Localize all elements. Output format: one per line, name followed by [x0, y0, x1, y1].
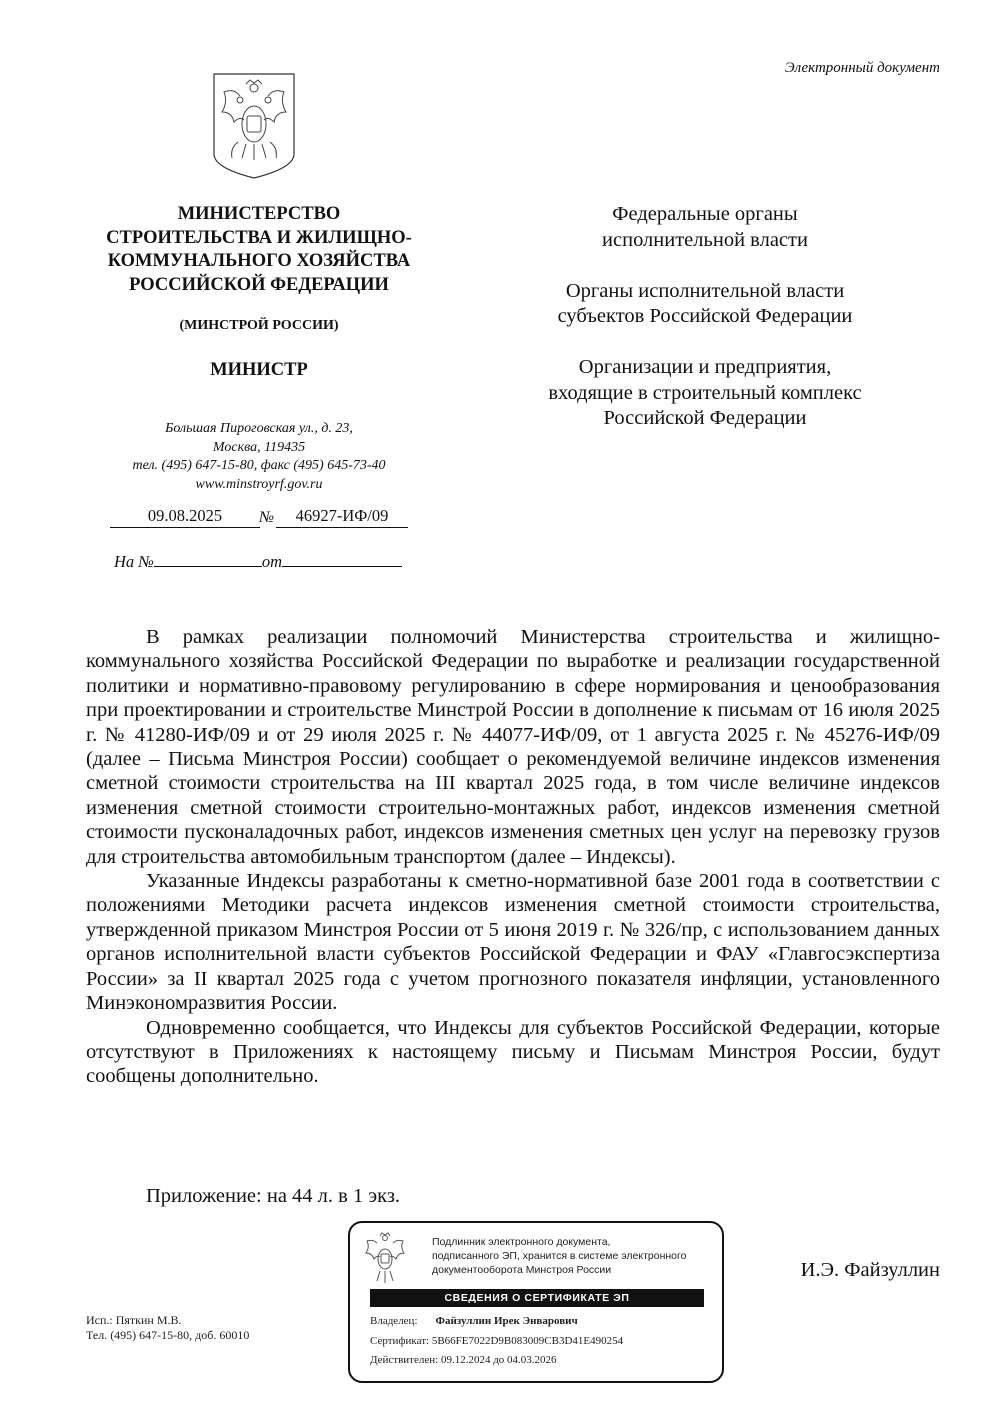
ministry-name-line: СТРОИТЕЛЬСТВА И ЖИЛИЩНО- — [106, 227, 412, 248]
registration-number: 46927-ИФ/09 — [276, 506, 408, 528]
addressee-group — [470, 355, 940, 432]
ministry-name-line: КОММУНАЛЬНОГО ХОЗЯЙСТВА — [107, 251, 411, 271]
certificate-owner — [370, 1315, 578, 1327]
number-sign: № — [259, 509, 275, 526]
coat-of-arms-icon — [210, 72, 298, 180]
executor-phone: Тел. (495) 647-15-80, доб. 60010 — [86, 1328, 250, 1342]
reference-line — [114, 552, 402, 572]
valid-value: 09.12.2024 до 04.03.2026 — [440, 1354, 557, 1366]
owner-name: Файзуллин Ирек Энварович — [435, 1315, 578, 1327]
stamp-notice — [432, 1235, 722, 1277]
letter-body — [86, 625, 940, 1089]
ministry-name — [70, 203, 448, 297]
electronic-document-label: Электронный документ — [784, 60, 940, 76]
body-paragraph: Указанные Индексы разработаны к сметно-нормативной базе 2001 года в соответствии с положениями Методики расчета индексов изменения сметной стоимости строительства, утвержденной приказом Минстроя России от 5 июня 2019 г. № 326/пр, с использованием данных органов исполнительной власти субъектов Российской Федерации и ФАУ «Главгосэкспертиза России» за II квартал 2025 года с учетом прогнозного показателя инфляции, установленного Минэкономразвития России. — [86, 870, 940, 1015]
stamp-notice-line: подписанного ЭП, хранится в системе электронного — [432, 1250, 687, 1262]
addressees — [470, 202, 940, 457]
reference-number-blank — [154, 552, 262, 567]
body-paragraph: Одновременно сообщается, что Индексы для субъектов Российской Федерации, которые отсутствуют в Приложениях к настоящему письму и Письмам Минстроя России, будут сообщены дополнительно. — [86, 1016, 940, 1088]
owner-label: Владелец: — [370, 1315, 418, 1327]
certificate-serial — [370, 1335, 623, 1347]
addressee-line: Организации и предприятия, — [578, 356, 832, 378]
signer-name: И.Э. Файзуллин — [800, 1259, 940, 1281]
stamp-notice-line: документооборота Минстроя России — [432, 1264, 612, 1276]
executor-info — [86, 1313, 249, 1343]
address-line: Москва, 119435 — [212, 439, 306, 455]
certificate-validity — [370, 1354, 557, 1366]
reference-from: от — [261, 552, 283, 571]
executor-name: Исп.: Пяткин М.В. — [86, 1313, 182, 1327]
attachment-note: Приложение: на 44 л. в 1 экз. — [146, 1185, 401, 1207]
address-line: Большая Пироговская ул., д. 23, — [165, 421, 353, 436]
addressee-line: входящие в строительный комплекс — [548, 381, 862, 404]
certificate-header-bar: СВЕДЕНИЯ О СЕРТИФИКАТЕ ЭП — [370, 1289, 704, 1307]
reference-date-blank — [282, 552, 402, 567]
website-link[interactable]: www.minstroyrf.gov.ru — [195, 476, 323, 492]
ministry-name-line: РОССИЙСКОЙ ФЕДЕРАЦИИ — [129, 274, 389, 295]
ministry-short-name: (МИНСТРОЙ РОССИИ) — [179, 318, 339, 333]
addressee-group — [470, 279, 940, 330]
valid-label: Действителен: — [370, 1354, 439, 1366]
addressee-line: Органы исполнительной власти — [565, 279, 845, 302]
ministry-address — [70, 420, 448, 494]
addressee-line: Федеральные органы — [612, 203, 798, 225]
addressee-line: субъектов Российской Федерации — [557, 305, 853, 327]
position-title: МИНИСТР — [210, 360, 308, 380]
ministry-name-line: МИНИСТЕРСТВО — [177, 204, 341, 224]
address-line: тел. (495) 647-15-80, факс (495) 645-73-40 — [132, 458, 386, 473]
registration-date: 09.08.2025 — [110, 506, 260, 528]
coat-of-arms-icon — [362, 1231, 408, 1287]
addressee-line: Российской Федерации — [603, 407, 807, 429]
addressee-group — [470, 202, 940, 253]
certificate-value: 5B66FE7022D9B083009CB3D41E490254 — [431, 1335, 624, 1347]
certificate-label: Сертификат: — [370, 1335, 430, 1347]
signature-stamp — [348, 1221, 724, 1383]
addressee-line: исполнительной власти — [602, 228, 808, 251]
stamp-notice-line: Подлинник электронного документа, — [432, 1236, 611, 1248]
reference-prefix: На № — [114, 552, 154, 571]
body-paragraph: В рамках реализации полномочий Министерства строительства и жилищно-коммунального хозяйства Российской Федерации по выработке и реализации государственной политики и нормативно-правовому регулированию в сфере нормирования и ценообразования при проектировании и строительстве Минстрой России в дополнение к письмам от 16 июля 2025 г. № 41280-ИФ/09 и от 29 июля 2025 г. № 44077-ИФ/09, от 1 августа 2025 г. № 45276-ИФ/09 (далее – Письма Минстроя России) сообщает о рекомендуемой величине индексов изменения сметной стоимости строительства на III квартал 2025 года, в том числе величине индексов изменения сметной стоимости строительно-монтажных работ, индексов изменения сметной стоимости пусконаладочных работ, индексов изменения сметных цен услуг на перевозку грузов для строительства автомобильным транспортом (далее – Индексы). — [86, 626, 940, 868]
